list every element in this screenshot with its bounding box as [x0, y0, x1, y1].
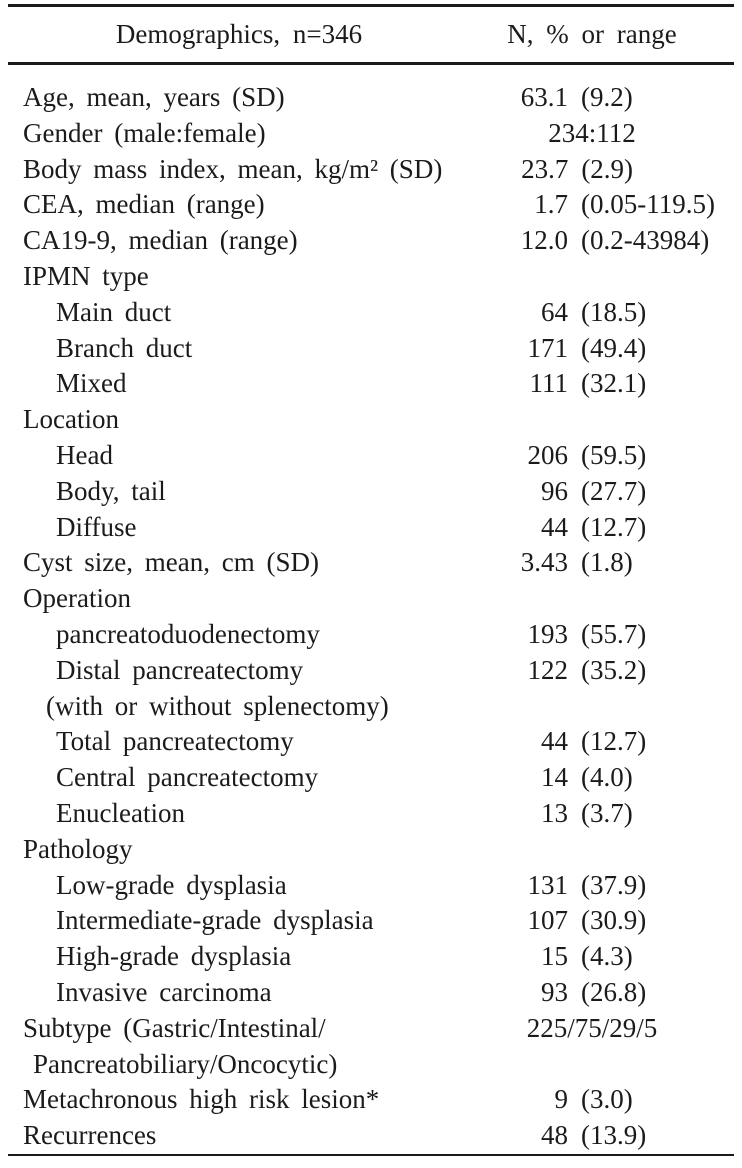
value-paren: (49.4)	[581, 332, 647, 363]
value-number: 64	[541, 296, 568, 327]
table-row	[0, 796, 742, 832]
value-paren: (12.7)	[581, 511, 647, 542]
table-row	[0, 295, 742, 331]
row-label: Distal pancreatectomy	[56, 654, 304, 685]
value-number: 131	[527, 869, 568, 900]
row-value	[442, 187, 742, 223]
table-row	[0, 939, 742, 975]
table-row	[0, 760, 742, 796]
value-number: 9	[554, 1084, 568, 1115]
row-label: Total pancreatectomy	[56, 726, 294, 757]
value-paren: (37.9)	[581, 869, 647, 900]
table-row	[0, 581, 742, 617]
row-label: Mixed	[56, 368, 127, 399]
value-paren: (3.0)	[581, 1084, 633, 1115]
row-value	[442, 152, 742, 188]
value-paren: (32.1)	[581, 368, 647, 399]
value-number: 44	[541, 726, 568, 757]
row-value-empty	[442, 1047, 742, 1083]
row-label: Main duct	[56, 296, 172, 327]
table-header-row	[0, 7, 742, 62]
value-number: 13	[541, 797, 568, 828]
row-value	[442, 545, 742, 581]
value-paren: (9.2)	[581, 82, 633, 112]
value-number: 193	[527, 618, 568, 649]
value-paren: (13.9)	[581, 1120, 647, 1151]
value-number: 93	[541, 976, 568, 1007]
row-label: Cyst size, mean, cm (SD)	[23, 547, 319, 578]
header-n-percent-range: N, % or range	[507, 19, 677, 49]
value-paren: (27.7)	[581, 475, 647, 506]
row-label: Gender (male:female)	[23, 117, 266, 148]
table-row	[0, 80, 742, 116]
value-paren: (55.7)	[581, 618, 647, 649]
row-label: Central pancreatectomy	[56, 762, 319, 793]
header-demographics: Demographics, n=346	[115, 19, 363, 49]
row-label: Pancreatobiliary/Oncocytic)	[33, 1048, 338, 1079]
table-row	[0, 366, 742, 402]
row-value	[442, 653, 742, 689]
table-row	[0, 223, 742, 259]
row-value	[442, 331, 742, 367]
row-label: IPMN type	[23, 260, 149, 291]
table-row	[0, 653, 742, 689]
table-row	[0, 187, 742, 223]
row-value	[442, 617, 742, 653]
value-number: 63.1	[520, 82, 568, 112]
table-row	[0, 116, 742, 152]
row-value	[442, 724, 742, 760]
table-row	[0, 832, 742, 868]
row-label: Age, mean, years (SD)	[23, 82, 285, 112]
table-row	[0, 975, 742, 1011]
row-value	[442, 438, 742, 474]
table-row	[0, 1011, 742, 1047]
row-value	[442, 1118, 742, 1154]
row-label: CA19-9, median (range)	[23, 225, 298, 256]
value-paren: (59.5)	[581, 439, 647, 470]
row-value-empty	[442, 259, 742, 295]
row-label: pancreatoduodenectomy	[56, 618, 320, 649]
row-value: 234:112	[548, 117, 636, 148]
table-row	[0, 617, 742, 653]
table-body	[0, 65, 742, 1154]
table-row	[0, 152, 742, 188]
value-number: 14	[541, 762, 568, 793]
row-value	[442, 868, 742, 904]
table-row	[0, 903, 742, 939]
row-label: Intermediate-grade dysplasia	[56, 905, 374, 936]
row-label: High-grade dysplasia	[56, 941, 292, 972]
row-label: Recurrences	[23, 1120, 157, 1151]
value-paren: (18.5)	[581, 296, 647, 327]
row-value	[442, 939, 742, 975]
table-row	[0, 545, 742, 581]
row-label: Invasive carcinoma	[56, 976, 272, 1007]
table-row	[0, 402, 742, 438]
row-value	[442, 80, 742, 116]
table-row	[0, 474, 742, 510]
table-bottom-rule	[8, 1154, 734, 1157]
row-value	[442, 903, 742, 939]
row-value	[442, 510, 742, 546]
value-number: 15	[541, 941, 568, 972]
row-value-empty	[442, 689, 742, 725]
row-value	[442, 1082, 742, 1118]
value-paren: (4.3)	[581, 941, 633, 972]
value-paren: (1.8)	[581, 547, 633, 578]
row-value	[442, 295, 742, 331]
value-number: 171	[527, 332, 568, 363]
value-paren: (0.05-119.5)	[581, 189, 715, 220]
row-value	[442, 975, 742, 1011]
table-row	[0, 689, 742, 725]
row-label: Location	[23, 404, 119, 435]
row-label: Metachronous high risk lesion*	[23, 1084, 380, 1115]
row-value-empty	[442, 581, 742, 617]
value-number: 107	[527, 905, 568, 936]
value-number: 23.7	[521, 153, 569, 184]
value-number: 12.0	[520, 225, 568, 256]
row-value: 225/75/29/5	[526, 1012, 658, 1043]
row-label: Body, tail	[56, 475, 166, 506]
value-number: 111	[529, 368, 568, 399]
value-number: 1.7	[534, 189, 568, 220]
table-row	[0, 1118, 742, 1154]
row-label: Branch duct	[56, 332, 193, 363]
value-paren: (3.7)	[581, 797, 633, 828]
table-row	[0, 259, 742, 295]
table-row	[0, 1047, 742, 1083]
value-paren: (0.2-43984)	[581, 225, 710, 256]
value-number: 48	[541, 1120, 568, 1151]
value-number: 96	[541, 475, 568, 506]
row-label: Body mass index, mean, kg/m² (SD)	[23, 153, 443, 184]
row-label: Low-grade dysplasia	[56, 869, 287, 900]
value-number: 122	[527, 654, 568, 685]
value-paren: (30.9)	[581, 905, 647, 936]
table-row	[0, 724, 742, 760]
value-paren: (4.0)	[581, 762, 633, 793]
row-label: Pathology	[23, 833, 133, 864]
table-row	[0, 331, 742, 367]
row-value	[442, 223, 742, 259]
value-paren: (2.9)	[581, 153, 634, 184]
value-number: 3.43	[520, 547, 568, 578]
row-value	[442, 366, 742, 402]
value-number: 44	[541, 511, 568, 542]
value-paren: (26.8)	[581, 976, 647, 1007]
row-label: Subtype (Gastric/Intestinal/	[23, 1012, 326, 1043]
table-row	[0, 438, 742, 474]
row-label: Enucleation	[56, 797, 185, 828]
row-label: Head	[56, 439, 113, 470]
table-row	[0, 868, 742, 904]
value-number: 206	[527, 439, 568, 470]
value-paren: (35.2)	[581, 654, 647, 685]
row-value-empty	[442, 402, 742, 438]
row-value-empty	[442, 832, 742, 868]
row-label: (with or without splenectomy)	[46, 690, 389, 721]
value-paren: (12.7)	[581, 726, 647, 757]
row-value	[442, 796, 742, 832]
row-label: Operation	[23, 583, 131, 614]
table-row	[0, 510, 742, 546]
row-label: CEA, median (range)	[23, 189, 265, 220]
row-value	[442, 474, 742, 510]
row-label: Diffuse	[56, 511, 137, 542]
row-value	[442, 760, 742, 796]
table-row	[0, 1082, 742, 1118]
